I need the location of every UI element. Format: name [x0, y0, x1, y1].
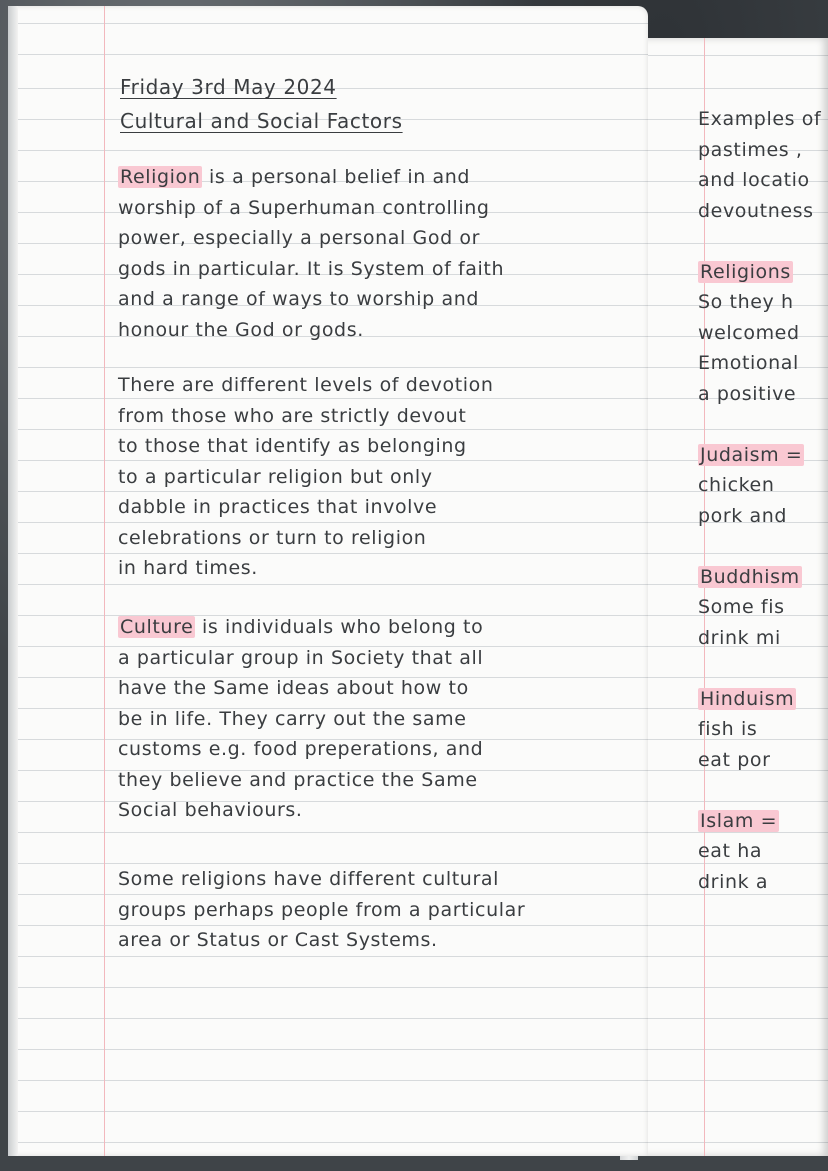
text-line: Social behaviours. [118, 799, 303, 821]
page-edge [8, 6, 18, 1156]
text-line: customs e.g. food preperations, and [118, 738, 484, 760]
right-text-line [698, 562, 828, 593]
right-text-line: So they h [698, 291, 794, 313]
right-text-line: a positive [698, 382, 797, 405]
right-text-line [698, 440, 828, 471]
paragraph-1 [118, 162, 504, 345]
text-line: a particular group in Society that all [118, 646, 484, 669]
text-line: worship of a Superhuman controlling [118, 196, 490, 219]
text-line: There are different levels of devotion [118, 374, 494, 396]
text-line: celebrations or turn to religion [118, 526, 427, 549]
left-page [8, 6, 648, 1156]
text-line: dabble in practices that involve [118, 496, 438, 518]
right-page-text [698, 104, 828, 897]
text-line: Some religions have different cultural [118, 868, 499, 890]
right-text-line [698, 257, 828, 288]
text-line: Culture is individuals who belong to [120, 616, 484, 638]
highlighted-term: Religion [120, 166, 201, 188]
right-text-line: Some fis [698, 596, 785, 618]
text-line: have the Same ideas about how to [118, 677, 469, 699]
right-text-line: Emotional [698, 352, 799, 374]
highlighted-term: Judaism = [700, 443, 803, 466]
right-text-line: drink mi [698, 626, 781, 649]
right-text-line [698, 226, 828, 257]
paragraph-4 [118, 864, 525, 956]
highlighted-term: Islam = [700, 809, 778, 832]
right-text-line [698, 684, 828, 715]
highlighted-term: Buddhism [700, 565, 800, 588]
right-text-line [698, 775, 828, 806]
text-line: they believe and practice the Same [118, 768, 478, 791]
notebook [8, 0, 828, 1162]
right-page [630, 38, 828, 1156]
right-text-line: and locatio [698, 169, 810, 191]
highlighted-term: Culture [120, 616, 194, 638]
right-text-line: fish is [698, 718, 758, 740]
right-text-line [698, 409, 828, 440]
right-text-line: Examples of [698, 108, 822, 130]
text-line: Religion is a personal belief in and [120, 166, 471, 188]
text-line: honour the God or gods. [118, 318, 364, 341]
text-line: groups perhaps people from a particular [118, 898, 526, 921]
right-text-line [698, 806, 828, 837]
text-line: from those who are strictly devout [118, 404, 467, 427]
text-line: to those that identify as belonging [118, 435, 467, 457]
text-line: and a range of ways to worship and [118, 288, 480, 310]
right-text-line: drink a [698, 870, 769, 893]
page-title: Cultural and Social Factors [120, 109, 403, 133]
date-heading: Friday 3rd May 2024 [120, 75, 337, 99]
paragraph-3 [118, 612, 483, 826]
text-line: power, especially a personal God or [118, 227, 481, 249]
right-text-line: eat ha [698, 840, 763, 862]
right-text-line: chicken [698, 474, 775, 496]
text-line: be in life. They carry out the same [118, 707, 467, 730]
left-margin-line [104, 6, 105, 1156]
text-line: in hard times. [118, 557, 258, 579]
paragraph-2 [118, 370, 494, 584]
right-text-line: devoutness [698, 199, 814, 222]
right-text-line [698, 531, 828, 562]
right-text-line: pastimes , [698, 138, 803, 161]
text-line: gods in particular. It is System of faith [118, 257, 505, 280]
right-text-line [698, 653, 828, 684]
right-text-line: eat por [698, 748, 771, 771]
right-text-line: pork and [698, 504, 788, 527]
highlighted-term: Religions [700, 260, 791, 283]
highlighted-term: Hinduism [700, 687, 795, 710]
text-line: area or Status or Cast Systems. [118, 929, 438, 951]
right-text-line: welcomed [698, 321, 800, 344]
text-line: to a particular religion but only [118, 465, 433, 488]
